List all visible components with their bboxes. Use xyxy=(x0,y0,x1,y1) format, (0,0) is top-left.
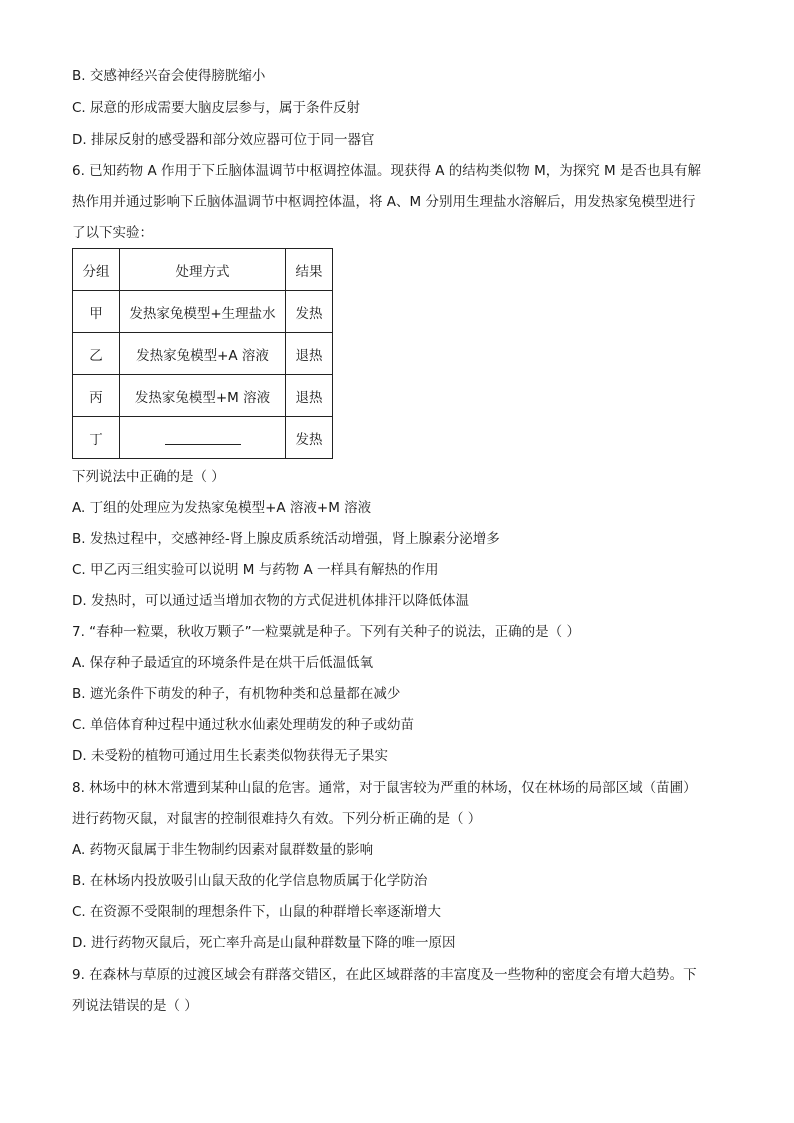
question-8-stem-line-1: 8. 林场中的林木常遭到某种山鼠的危害。通常，对于鼠害较为严重的林场，仅在林场的局部区域（苗圃） xyxy=(72,780,697,796)
option-8b: B. 在林场内投放吸引山鼠天敌的化学信息物质属于化学防治 xyxy=(72,873,428,889)
option-6b: B. 发热过程中，交感神经-肾上腺皮质系统活动增强，肾上腺素分泌增多 xyxy=(72,531,500,547)
question-8-stem-line-2: 进行药物灭鼠，对鼠害的控制很难持久有效。下列分析正确的是（ ） xyxy=(72,811,482,827)
table-row xyxy=(73,375,333,417)
table-cell: 发热 xyxy=(286,291,333,333)
experiment-table xyxy=(72,248,333,459)
question-6-prompt: 下列说法中正确的是（ ） xyxy=(72,469,225,485)
table-header-cell: 处理方式 xyxy=(120,249,286,291)
table-row xyxy=(73,417,333,459)
table-cell: 丙 xyxy=(73,375,120,417)
option-7a: A. 保存种子最适宜的环境条件是在烘干后低温低氧 xyxy=(72,655,374,671)
question-6-stem-line-1: 6. 已知药物 A 作用于下丘脑体温调节中枢调控体温。现获得 A 的结构类似物 M，为探究 M 是否也具有解 xyxy=(72,163,701,179)
table-header-cell: 结果 xyxy=(286,249,333,291)
option-7d: D. 未受粉的植物可通过用生长素类似物获得无子果实 xyxy=(72,748,388,764)
option-8c: C. 在资源不受限制的理想条件下，山鼠的种群增长率逐渐增大 xyxy=(72,904,442,920)
table-cell: 乙 xyxy=(73,333,120,375)
table-cell: 甲 xyxy=(73,291,120,333)
option-5d: D. 排尿反射的感受器和部分效应器可位于同一器官 xyxy=(72,132,375,148)
table-row xyxy=(73,333,333,375)
table-cell: 退热 xyxy=(286,375,333,417)
table-header-cell: 分组 xyxy=(73,249,120,291)
question-9-stem-line-2: 列说法错误的是（ ） xyxy=(72,998,198,1014)
table-cell: 发热家兔模型+A 溶液 xyxy=(120,333,286,375)
table-cell: 丁 xyxy=(73,417,120,459)
option-8a: A. 药物灭鼠属于非生物制约因素对鼠群数量的影响 xyxy=(72,842,374,858)
option-5b: B. 交感神经兴奋会使得膀胱缩小 xyxy=(72,68,266,84)
option-7b: B. 遮光条件下萌发的种子，有机物种类和总量都在减少 xyxy=(72,686,401,702)
table-cell-blank xyxy=(120,417,286,459)
table-cell: 发热 xyxy=(286,417,333,459)
option-8d: D. 进行药物灭鼠后，死亡率升高是山鼠种群数量下降的唯一原因 xyxy=(72,935,456,951)
question-6-stem-line-2: 热作用并通过影响下丘脑体温调节中枢调控体温，将 A、M 分别用生理盐水溶解后，用发热家兔模型进行 xyxy=(72,194,696,210)
question-6-stem-line-3: 了以下实验： xyxy=(72,225,153,241)
table-cell: 发热家兔模型+生理盐水 xyxy=(120,291,286,333)
option-6a: A. 丁组的处理应为发热家兔模型+A 溶液+M 溶液 xyxy=(72,500,372,516)
table-cell: 退热 xyxy=(286,333,333,375)
table-cell: 发热家兔模型+M 溶液 xyxy=(120,375,286,417)
table-header-row xyxy=(73,249,333,291)
table-row xyxy=(73,291,333,333)
question-7-stem: 7. “春种一粒粟，秋收万颗子”一粒粟就是种子。下列有关种子的说法，正确的是（ ） xyxy=(72,624,580,640)
option-7c: C. 单倍体育种过程中通过秋水仙素处理萌发的种子或幼苗 xyxy=(72,717,415,733)
fill-in-blank-line xyxy=(165,430,241,445)
option-6d: D. 发热时，可以通过适当增加衣物的方式促进机体排汗以降低体温 xyxy=(72,593,469,609)
option-6c: C. 甲乙丙三组实验可以说明 M 与药物 A 一样具有解热的作用 xyxy=(72,562,439,578)
option-5c: C. 尿意的形成需要大脑皮层参与，属于条件反射 xyxy=(72,100,361,116)
question-9-stem-line-1: 9. 在森林与草原的过渡区域会有群落交错区，在此区域群落的丰富度及一些物种的密度会有增大趋势。下 xyxy=(72,967,697,983)
